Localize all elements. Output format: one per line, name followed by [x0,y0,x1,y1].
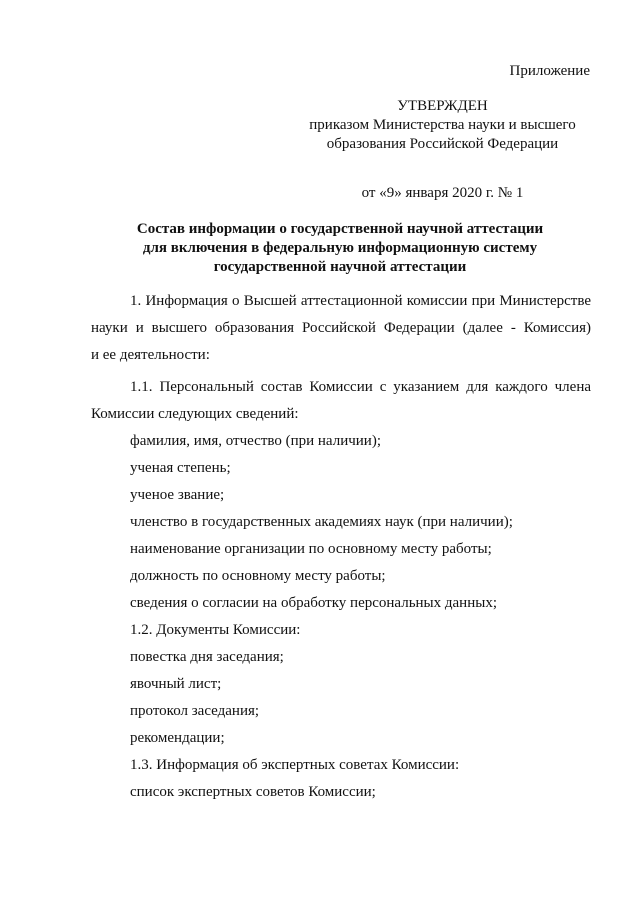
list-item: явочный лист; [130,676,222,692]
list-item: наименование организации по основному месту работы; [130,541,492,557]
title-line-2: для включения в федеральную информационную систему [142,240,538,256]
approval-block [300,97,585,203]
title-line-3: государственной научной аттестации [213,259,467,275]
list-item: ученая степень; [130,460,231,476]
list-item: членство в государственных академиях наук (при наличии); [130,514,513,530]
list-item: список экспертных советов Комиссии; [130,784,376,800]
approved-label: УТВЕРЖДЕН [397,98,488,114]
paragraph-1-line-3: и ее деятельности: [91,347,210,363]
list-item: повестка дня заседания; [130,649,284,665]
list-item: протокол заседания; [130,703,260,719]
list-item: фамилия, имя, отчество (при наличии); [130,433,381,449]
list-item: ученое звание; [130,487,225,503]
paragraph-1-line-1: 1. Информация о Высшей аттестационной комиссии при Министерстве [130,293,591,309]
section-1-3-heading: 1.3. Информация об экспертных советах Комиссии: [130,757,460,773]
paragraph-1-1-line-2: Комиссии следующих сведений: [91,406,299,422]
list-item: рекомендации; [130,730,225,746]
document-title [100,220,580,277]
paragraph-1-1-line-1: 1.1. Персональный состав Комиссии с указанием для каждого члена [130,379,591,395]
title-line-1: Состав информации о государственной научной аттестации [136,221,544,237]
section-1-2-heading: 1.2. Документы Комиссии: [130,622,301,638]
order-date: от «9» января 2020 г. № 1 [361,185,524,201]
document-body [91,288,591,806]
appendix-label: Приложение [509,63,590,79]
paragraph-1-line-2: науки и высшего образования Российской Федерации (далее - Комиссия) [91,320,591,336]
order-line-1: приказом Министерства науки и высшего [309,117,576,133]
list-item: сведения о согласии на обработку персональных данных; [130,595,497,611]
order-line-2: образования Российской Федерации [326,136,559,152]
list-item: должность по основному месту работы; [130,568,386,584]
